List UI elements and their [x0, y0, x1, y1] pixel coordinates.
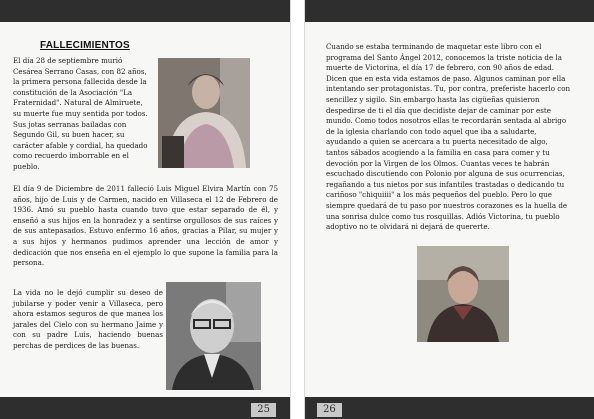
obituary-luis-text: El día 9 de Diciembre de 2011 falleció Luis Miguel Elvira Martín con 75 años, hijo de Luis y de Carmen, nacido en Villaseca el 12 de Febrero de 1936. Amó su pueblo hasta cuando tuvo que estar separado de él, y enseñó a sus hijos en la honradez y a sentirse orgullosos de sus raíces y de sus antepasados. Estuvo enfermo 16 años, gracias a Pilar, su mujer y a sus hijos y hermanos pudimos aprender una lección de amor y dedicación que nos enseña en el ejemplo lo que supone la familia para la persona.: [13, 184, 278, 268]
photo-luis: [166, 282, 261, 390]
page-number: 26: [317, 403, 342, 417]
photo-cesarea: [158, 58, 250, 168]
photo-victorina: [417, 246, 509, 342]
left-page: [0, 0, 291, 419]
bottom-band: [305, 397, 594, 419]
obituary-victorina-text: Cuando se estaba terminando de maquetar este libro con el programa del Santo Ángel 2012, conocemos la triste noticia de la muerte de Victorina, el día 17 de febrero, con 90 años de edad. Dicen que en esta vida estamos de paso. Algunos caminan por ella intentando ser protagonistas. Tu, por contra, preferiste hacerlo con sencillez y sigilo. Sin embargo hasta las cigüeñas quisieron despedirse de ti el día que decidiste dejar de caminar por este mundo. Como todos nosotros ellas te recordarán sentada al abrigo de la iglesia charlando con todo aquel que iba a saludarte, ayudando a quien se acercara a tu puerta necesitado de algo, tantos sábados acogiendo a la familia en casa para comer y tu devoción por la Virgen de los Olmos. Cuantas veces te habrán escuchado discutiendo con Polonio por alguna de sus ocurrencias, regañando a tus nietos por sus infantiles trastadas o dedicando tu cariñoso "chiquiiii" a los más pequeños del pueblo. Pero lo que siempre quedará de tu paso por nuestros corazones es la huella de una sonrisa dulce como tus rosquillas. Adiós Victorina, tu pueblo adoptivo no te olvidará ni dejará de quererte.: [326, 42, 571, 232]
bottom-band: [0, 397, 290, 419]
page-title: FALLECIMIENTOS: [40, 40, 130, 51]
obituary-luis-text-continued: La vida no le dejó cumplir su deseo de jubilarse y poder venir a Villaseca, pero ahora estamos seguros de que manea los jarales del Cielo con su hermano Jaime y con su padre Luis, haciendo buenas perchas de perdices de las buenas.: [13, 288, 163, 350]
page-number: 25: [251, 403, 276, 417]
top-band: [0, 0, 290, 22]
top-band: [305, 0, 594, 22]
obituary-cesarea-text: El día 28 de septiembre murió Cesárea Serrano Casas, con 82 años, la primera persona fallecida desde la constitución de la Asociación "La Fraternidad". Natural de Almiruete, su muerte fue muy sentida por todos. Sus jotas serranas bailadas con Segundo Gil, su buen hacer, su carácter afable y cordial, ha quedado como recuerdo imborrable en el pueblo.: [13, 56, 148, 171]
